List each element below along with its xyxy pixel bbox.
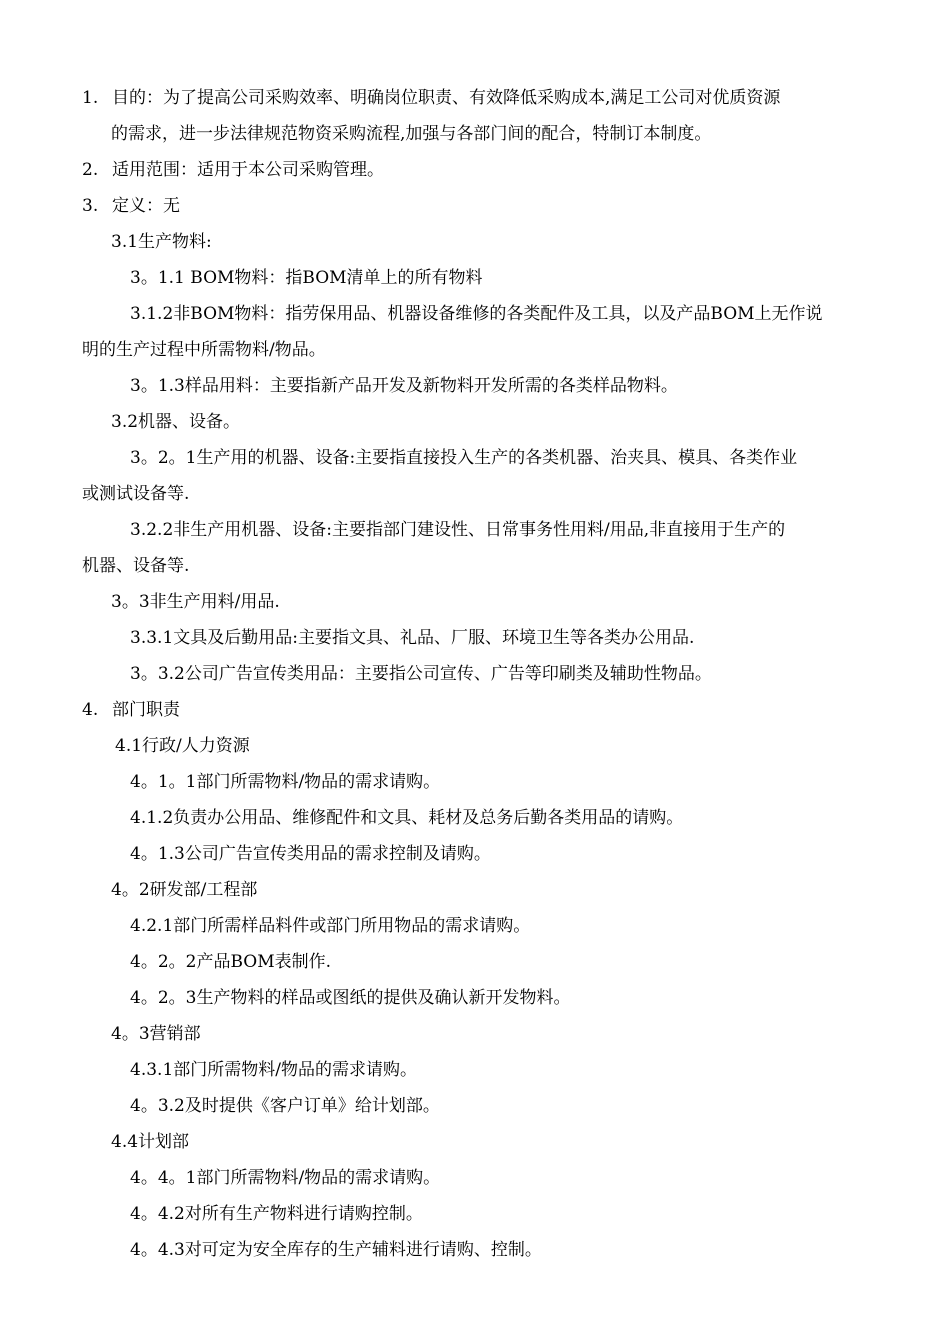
item-4-4-1: 4。4。1部门所需物料/物品的需求请购。: [130, 1168, 441, 1188]
section-3: [82, 194, 180, 218]
item-4-2-2: 4。2。2产品BOM表制作.: [130, 952, 332, 972]
section-2: [82, 158, 384, 182]
section-1-line-1: [82, 86, 780, 110]
section-text: 适用范围：适用于本公司采购管理。: [112, 160, 384, 180]
section-text: 部门职责: [112, 700, 180, 720]
item-4-3-1: 4.3.1部门所需物料/物品的需求请购。: [130, 1060, 417, 1080]
section-text: 目的：为了提高公司采购效率、明确岗位职责、有效降低采购成本,满足工公司对优质资源: [112, 88, 781, 108]
item-3-1-1: 3。1.1 BOM物料：指BOM清单上的所有物料: [130, 268, 483, 288]
item-3-3-1: 3.3.1文具及后勤用品:主要指文具、礼品、厂服、环境卫生等各类办公用品.: [130, 628, 695, 648]
item-4-3-2: 4。3.2及时提供《客户订单》给计划部。: [130, 1096, 440, 1116]
item-3-3-2: 3。3.2公司广告宣传类用品：主要指公司宣传、广告等印刷类及辅助性物品。: [130, 664, 712, 684]
item-4-2-3: 4。2。3生产物料的样品或图纸的提供及确认新开发物料。: [130, 988, 571, 1008]
item-3-2-2-line-2: 机器、设备等.: [82, 556, 190, 576]
subsection-3-3: 3。3非生产用料/用品.: [111, 592, 280, 612]
item-3-1-2-line-2: 明的生产过程中所需物料/物品。: [82, 340, 326, 360]
item-3-2-1-line-2: 或测试设备等.: [82, 484, 190, 504]
subsection-4-2: 4。2研发部/工程部: [111, 880, 258, 900]
section-number: 1.: [82, 88, 99, 108]
item-3-1-2-line-1: 3.1.2非BOM物料：指劳保用品、机器设备维修的各类配件及工具，以及产品BOM上无作说: [130, 304, 823, 324]
item-4-4-2: 4。4.2对所有生产物料进行请购控制。: [130, 1204, 423, 1224]
section-number: 3.: [82, 196, 99, 216]
subsection-3-2: 3.2机器、设备。: [111, 412, 241, 432]
item-4-1-1: 4。1。1部门所需物料/物品的需求请购。: [130, 772, 441, 792]
item-4-1-3: 4。1.3公司广告宣传类用品的需求控制及请购。: [130, 844, 491, 864]
item-4-4-3: 4。4.3对可定为安全库存的生产辅料进行请购、控制。: [130, 1240, 542, 1260]
section-number: 2.: [82, 160, 99, 180]
section-4: [82, 698, 180, 722]
section-text: 定义：无: [112, 196, 180, 216]
section-1-line-2: 的需求，进一步法律规范物资采购流程,加强与各部门间的配合，特制订本制度。: [111, 124, 712, 144]
subsection-3-1: 3.1生产物料:: [111, 232, 212, 252]
item-3-2-2-line-1: 3.2.2非生产用机器、设备:主要指部门建设性、日常事务性用料/用品,非直接用于生产的: [130, 520, 786, 540]
subsection-4-3: 4。3营销部: [111, 1024, 201, 1044]
subsection-4-1: 4.1行政/人力资源: [115, 736, 250, 756]
item-3-1-3: 3。1.3样品用料：主要指新产品开发及新物料开发所需的各类样品物料。: [130, 376, 678, 396]
item-4-1-2: 4.1.2负责办公用品、维修配件和文具、耗材及总务后勤各类用品的请购。: [130, 808, 684, 828]
subsection-4-4: 4.4计划部: [111, 1132, 190, 1152]
item-4-2-1: 4.2.1部门所需样品料件或部门所用物品的需求请购。: [130, 916, 531, 936]
item-3-2-1-line-1: 3。2。1生产用的机器、设备:主要指直接投入生产的各类机器、治夹具、模具、各类作业: [130, 448, 798, 468]
section-number: 4.: [82, 700, 99, 720]
